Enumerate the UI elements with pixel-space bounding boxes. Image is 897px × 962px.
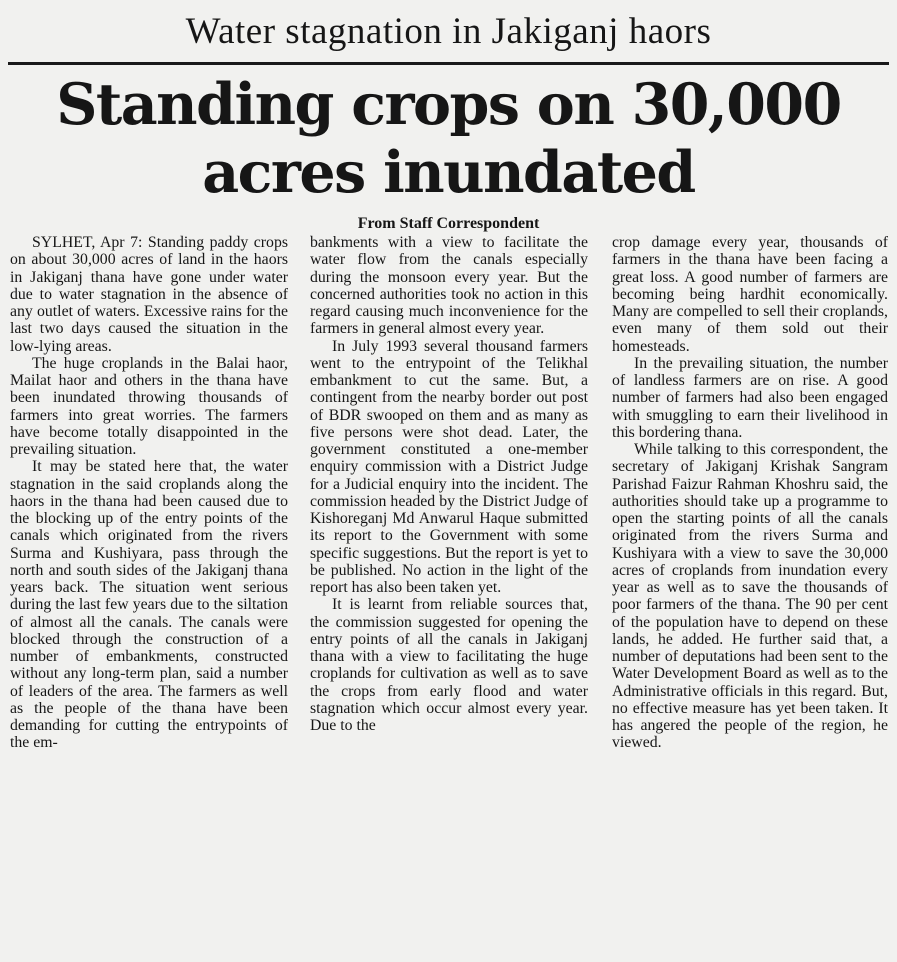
paragraph: bankments with a view to facilitate the water flow from the canals especially during the monsoon every year. But the concerned authorities took no action in this regard causing much inconvenience for the farmers in general almost every year. bbox=[310, 234, 588, 338]
paragraph: While talking to this correspondent, the secretary of Jakiganj Krishak Sangram Parishad Faizur Rahman Khoshru said, the authorities should take up a programme to open the starting points of all the canals originated from the rivers Surma and Kushiyara with a view to save the 30,000 acres of croplands from inundation every year as well as to save the thousands of poor farmers of the thana. The 90 per cent of the population have to depend on these lands, he added. He further said that, a number of deputations had been sent to the Water Development Board as well as to the Administrative officials in this regard. But, no effective measure has yet been taken. It has angered the people of the region, he viewed. bbox=[612, 441, 888, 752]
headline-line-2: acres inundated bbox=[202, 139, 695, 206]
byline: From Staff Correspondent bbox=[357, 215, 540, 232]
paragraph: crop damage every year, thousands of farmers in the thana have been facing a great loss. A good number of farmers are becoming being hardhit economically. Many are compelled to sell their croplands, even many of them sold out their homesteads. bbox=[612, 234, 888, 355]
kicker-headline: Water stagnation in Jakiganj haors bbox=[185, 11, 712, 52]
headline-line-1: Standing crops on 30,000 bbox=[56, 71, 841, 138]
paragraph: In July 1993 several thousand farmers went to the entrypoint of the Telikhal embankment to cut the same. But, a contingent from the nearby border out post of BDR swooped on them and as many as five persons were shot dead. Later, the government constituted a one-member enquiry commission with a District Judge for a Judicial enquiry into the incident. The commission headed by the District Judge of Kishoreganj Md Anwarul Haque submitted its report to the Government with some specific suggestions. But the report is yet to be published. No action in the light of the report has also been taken yet. bbox=[310, 337, 588, 596]
paragraph: It is learnt from reliable sources that, the commission suggested for opening the entry points of all the canals in Jakiganj thana with a view to facilitating the huge croplands for cultivation as well as to save the crops from early flood and water stagnation which occur almost every year. Due to the bbox=[310, 596, 588, 734]
paragraph: In the prevailing situation, the number of landless farmers are on rise. A good number of farmers had also been engaged with smuggling to earn their livelihood in this bordering thana. bbox=[612, 354, 888, 441]
paragraph: The huge croplands in the Balai haor, Mailat haor and others in the thana have been inundated throwing thousands of farmers into great worries. The farmers have become totally disappointed in the prevailing situation. bbox=[10, 354, 288, 458]
article-column-1 bbox=[10, 234, 288, 956]
paragraph: SYLHET, Apr 7: Standing paddy crops on about 30,000 acres of land in the haors in Jakiganj thana have gone under water due to water stagnation in the absence of any outlet of waters. Excessive rains for the last two days caused the situation in the low-lying areas. bbox=[10, 234, 288, 355]
headline-rule bbox=[8, 62, 889, 65]
article-column-3 bbox=[612, 234, 888, 956]
paragraph: It may be stated here that, the water stagnation in the said croplands along the haors in the thana had been caused due to the blocking up of the entry points of the canals which originated from the rivers Surma and Kushiyara, pass through the north and south sides of the Jakiganj thana years back. The situation went serious during the last few years due to the siltation of almost all the canals. The canals were blocked through the construction of a number of embankments, constructed without any long-term plan, said a number of leaders of the area. The farmers as well as the people of the thana have been demanding for cutting the entrypoints of the em- bbox=[10, 458, 288, 752]
article-column-2 bbox=[310, 234, 588, 956]
